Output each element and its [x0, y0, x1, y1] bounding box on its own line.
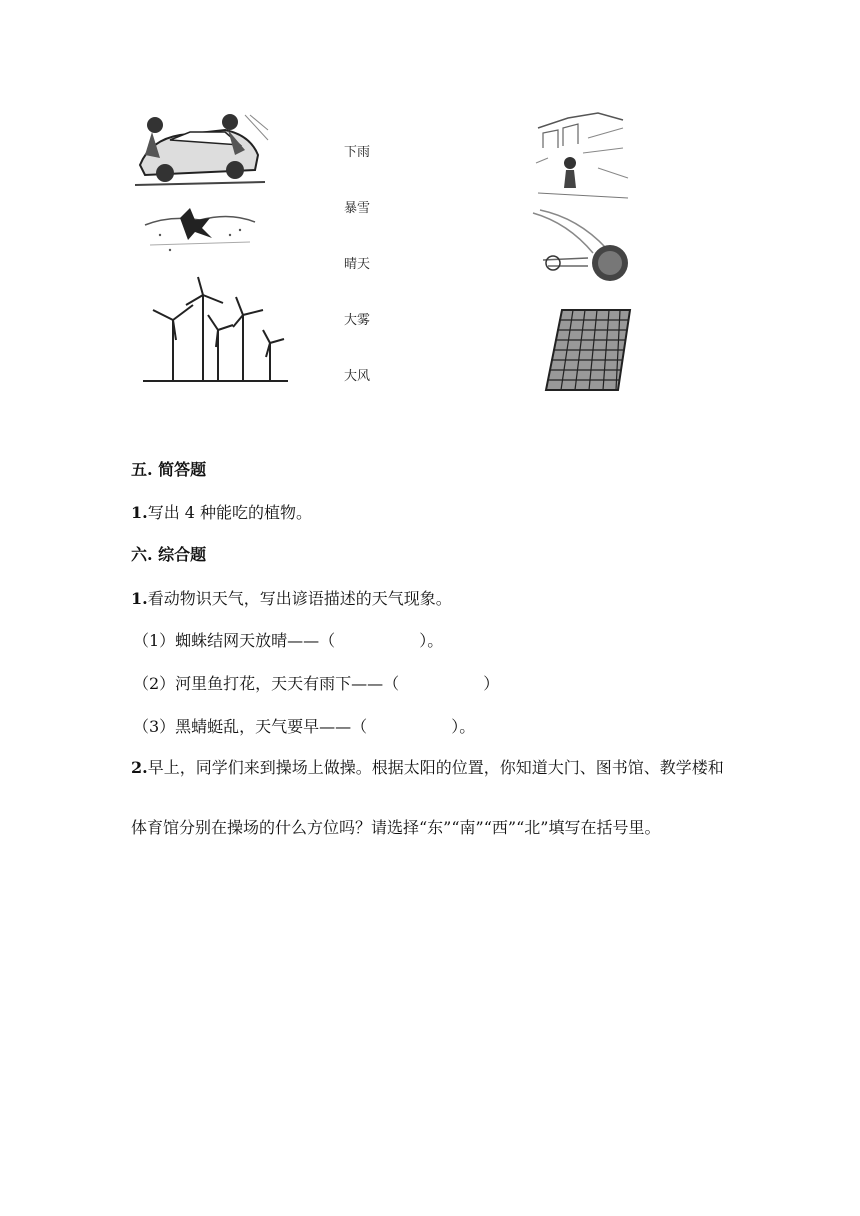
proverb-text: （3）黑蜻蜓乱，天气要早——（ — [133, 717, 368, 736]
section5-heading: 五. 简答题 — [131, 460, 207, 479]
section5-question-1 — [131, 500, 312, 523]
section6-question-1 — [131, 586, 452, 609]
proverb-closing: ） — [483, 674, 500, 693]
match-word-fog: 大雾 — [344, 313, 371, 328]
question-text: 写出 4 种能吃的植物。 — [147, 503, 313, 522]
car-pushing-wind-picture — [130, 110, 270, 190]
question-number: 1. — [131, 589, 148, 608]
question-text: 早上，同学们来到操场上做操。根据太阳的位置，你知道大门、图书馆、教学楼和体育馆分别在操场的什么方位吗？请选择“东”“南”“西”“北”填写在括号里。 — [131, 758, 724, 837]
wind-turbines-picture — [138, 275, 293, 385]
question-number: 2. — [131, 758, 148, 777]
proverb-closing: ）。 — [419, 631, 444, 650]
section6-question-2 — [131, 738, 731, 858]
proverb-text: （1）蜘蛛结网天放晴——（ — [133, 631, 336, 650]
proverb-item-2 — [133, 671, 499, 694]
match-word-rain: 下雨 — [344, 145, 371, 160]
proverb-text: （2）河里鱼打花，天天有雨下——（ — [133, 674, 400, 693]
sunburst-picture — [528, 208, 633, 293]
solar-panel-picture — [542, 306, 634, 394]
match-word-blizzard: 暴雪 — [344, 201, 371, 216]
proverb-closing: ）。 — [451, 717, 476, 736]
bird-snow-picture — [140, 200, 260, 260]
match-word-wind: 大风 — [344, 369, 371, 384]
match-word-sunny: 晴天 — [344, 257, 371, 272]
windy-street-picture — [528, 108, 633, 203]
section6-heading: 六. 综合题 — [131, 545, 207, 564]
question-text: 看动物识天气，写出谚语描述的天气现象。 — [147, 589, 452, 608]
proverb-item-1 — [133, 628, 443, 651]
proverb-item-3 — [133, 714, 475, 737]
question-number: 1. — [131, 503, 148, 522]
